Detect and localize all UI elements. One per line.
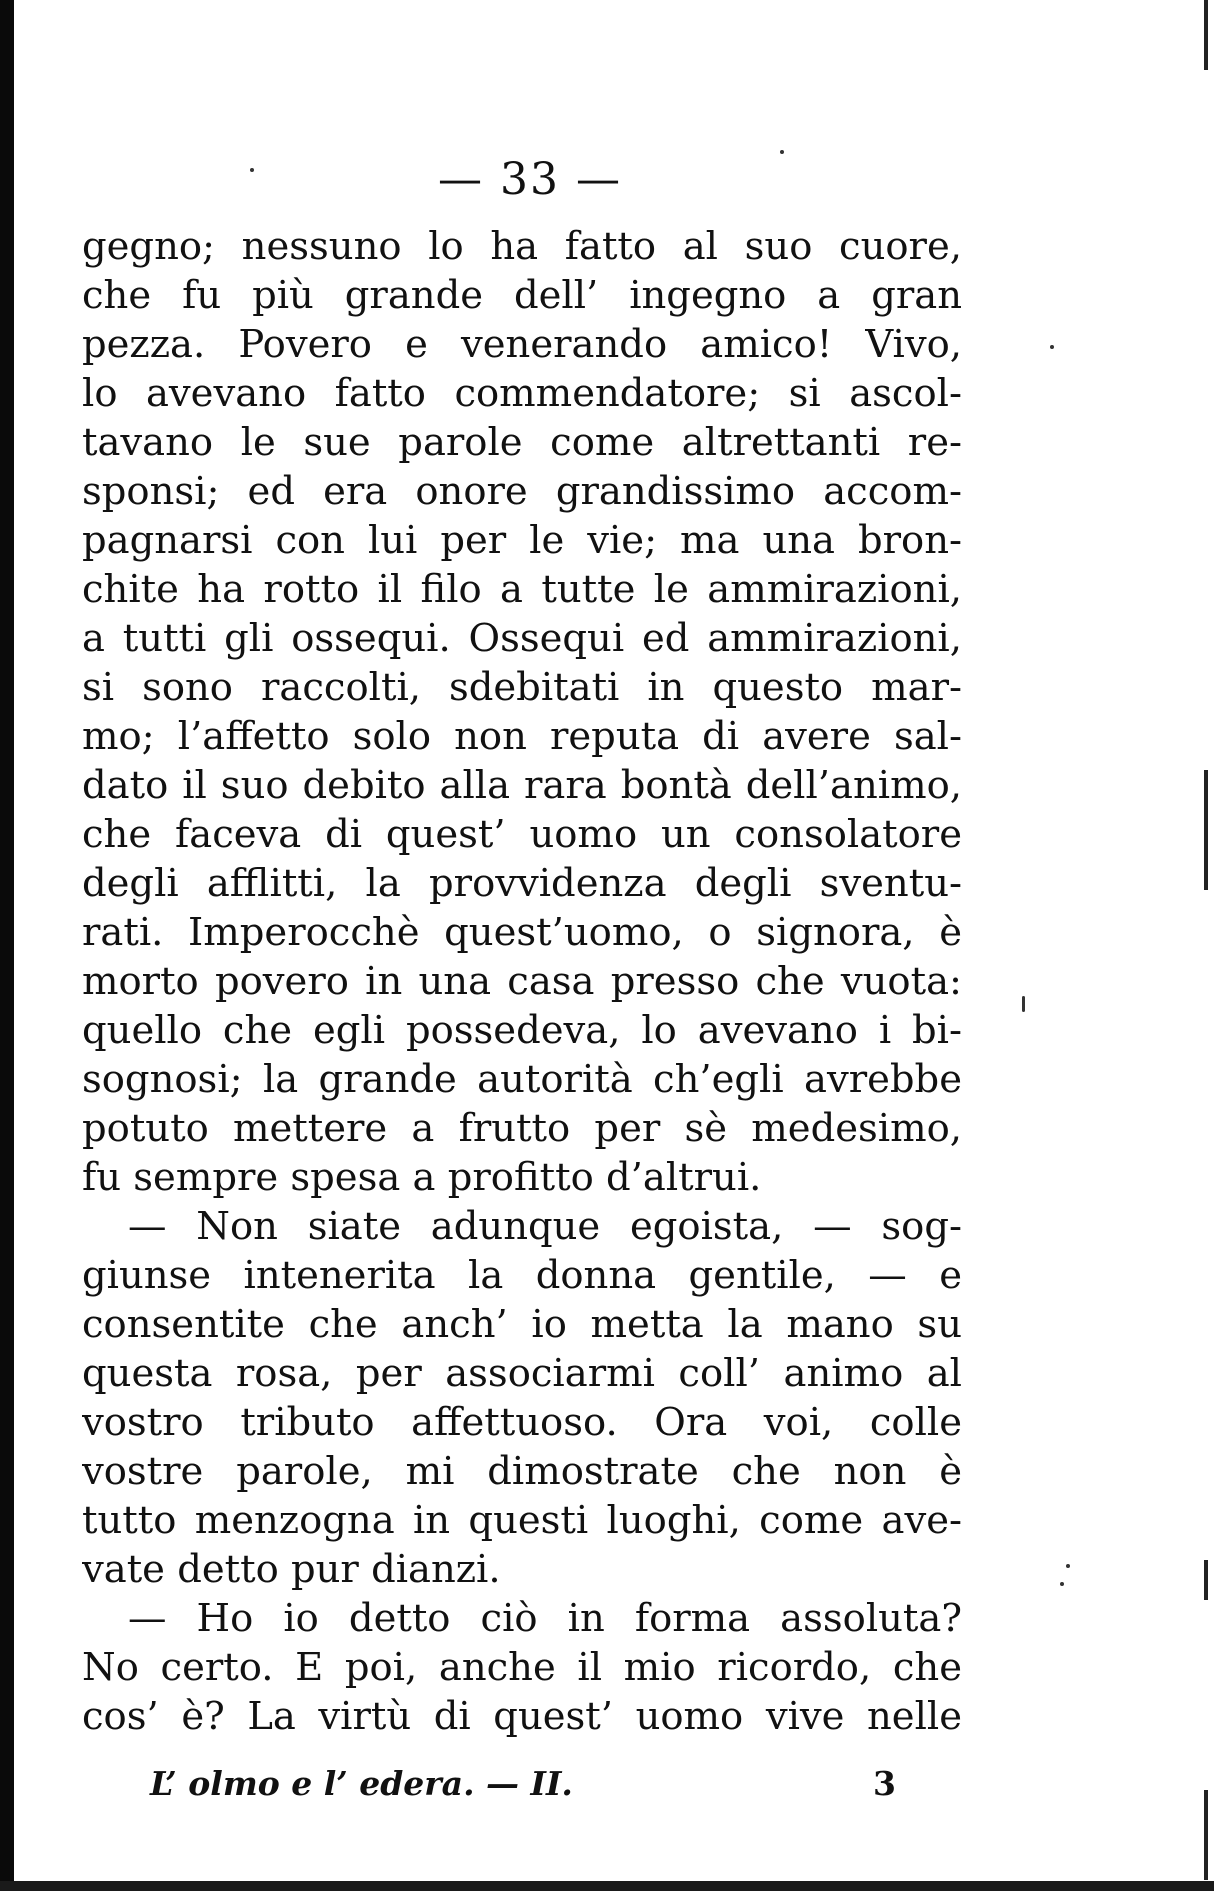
print-speck [1066,1564,1070,1568]
text-line: vate detto pur dianzi. [82,1547,501,1592]
page-number: — 33 — [438,154,622,205]
text-line: morto povero in una casa presso che vuota: [82,959,962,1004]
text-line: degli afflitti, la provvidenza degli sventu- [82,861,962,906]
text-line: dato il suo debito alla rara bontà dell’animo, [82,763,962,808]
text-line: vostro tributo affettuoso. Ora voi, colle [82,1400,962,1445]
page-right-edge-mark [1204,0,1208,70]
text-line: — Non siate adunque egoista, — sog- [128,1204,962,1249]
signature-mark: 3 [873,1764,896,1803]
page-right-edge-mark [1204,770,1208,890]
text-line: pezza. Povero e venerando amico! Vivo, [82,322,962,367]
running-footer-title: L’ olmo e l’ edera. — II. [150,1764,573,1803]
text-line: tavano le sue parole come altrettanti re- [82,420,962,465]
page-footer [150,1762,896,1806]
text-line: mo; l’affetto solo non reputa di avere sal- [82,714,962,759]
text-line: vostre parole, mi dimostrate che non è [82,1449,962,1494]
text-line: quello che egli possedeva, lo avevano i bi- [82,1008,962,1053]
text-line: giunse intenerita la donna gentile, — e [82,1253,962,1298]
text-line: chite ha rotto il filo a tutte le ammirazioni, [82,567,962,612]
text-line: che faceva di quest’ uomo un consolatore [82,812,962,857]
text-line: fu sempre spesa a profitto d’altrui. [82,1155,762,1200]
text-line: tutto menzogna in questi luoghi, come ave- [82,1498,962,1543]
text-line: che fu più grande dell’ ingegno a gran [82,273,962,318]
print-speck [780,150,784,154]
print-speck [1022,996,1025,1012]
text-line: consentite che anch’ io metta la mano su [82,1302,962,1347]
text-line: sponsi; ed era onore grandissimo accom- [82,469,962,514]
text-line: potuto mettere a frutto per sè medesimo, [82,1106,962,1151]
text-line: si sono raccolti, sdebitati in questo mar- [82,665,962,710]
page-right-edge-mark [1204,1790,1208,1880]
print-speck [1060,1582,1064,1586]
print-speck [1050,345,1054,349]
text-line: cos’ è? La virtù di quest’ uomo vive nelle [82,1694,962,1739]
text-line: rati. Imperocchè quest’uomo, o signora, è [82,910,962,955]
text-line: gegno; nessuno lo ha fatto al suo cuore, [82,224,962,269]
text-line: sognosi; la grande autorità ch’egli avrebbe [82,1057,962,1102]
text-line: questa rosa, per associarmi coll’ animo al [82,1351,962,1396]
page-left-edge [0,0,14,1891]
text-line: lo avevano fatto commendatore; si ascol- [82,371,962,416]
body-text [82,222,962,1741]
page-bottom-edge [0,1881,1214,1891]
text-line: pagnarsi con lui per le vie; ma una bron- [82,518,962,563]
text-line: — Ho io detto ciò in forma assoluta? [128,1596,962,1641]
text-line: a tutti gli ossequi. Ossequi ed ammirazioni, [82,616,962,661]
page-right-edge-mark [1204,1560,1208,1600]
text-line: No certo. E poi, anche il mio ricordo, che [82,1645,962,1690]
